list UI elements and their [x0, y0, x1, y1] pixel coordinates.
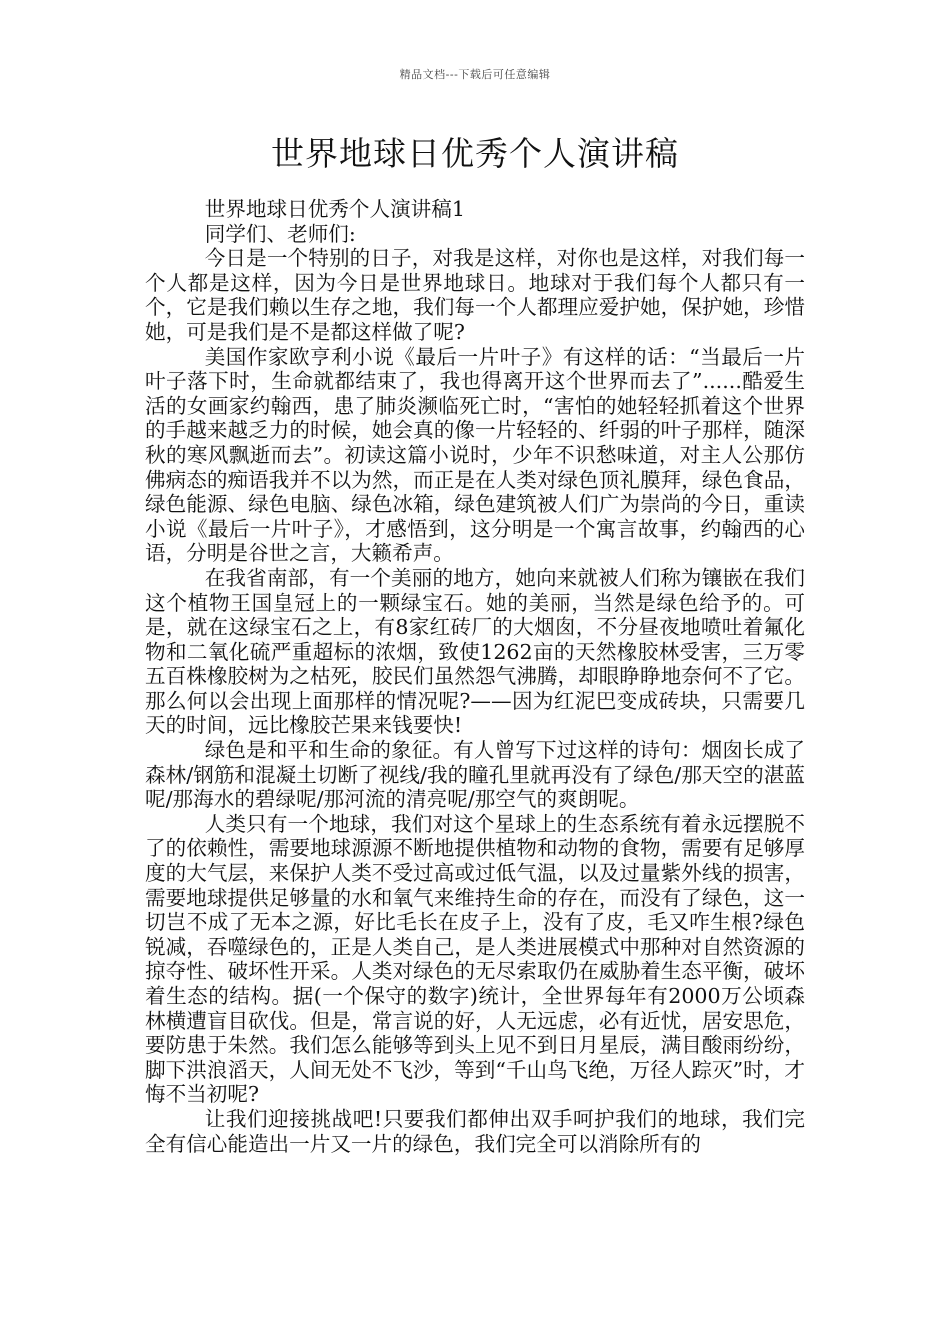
- paragraph: 人类只有一个地球，我们对这个星球上的生态系统有着永远摆脱不了的依赖性，需要地球源源不断地提供植物和动物的食物，需要有足够厚度的大气层，来保护人类不受过高或过低气温，以及过量紫外线的损害，需要地球提供足够量的水和氧气来维持生命的存在，而没有了绿色，这一切岂不成了无本之源，好比毛长在皮子上，没有了皮，毛又咋生根?绿色锐减，吞噬绿色的，正是人类自己，是人类进展模式中那种对自然资源的掠夺性、破坏性开采。人类对绿色的无尽索取仍在威胁着生态平衡，破坏着生态的结构。据(一个保守的数字)统计，全世界每年有2000万公顷森林横遭盲目砍伐。但是，常言说的好，人无远虑，必有近忧，居安思危，要防患于朱然。我们怎么能够等到头上见不到日月星辰，满目酸雨纷纷，脚下洪浪滔天，人间无处不飞沙，等到“千山鸟飞绝，万径人踪灭”时，才悔不当初呢?: [145, 811, 805, 1107]
- paragraph-subtitle: 世界地球日优秀个人演讲稿1: [204, 197, 465, 221]
- page-header-note: 精品文档---下载后可任意编辑: [399, 68, 551, 81]
- paragraph-salutation: 同学们、老师们:: [204, 221, 356, 246]
- document-title: 世界地球日优秀个人演讲稿: [271, 134, 679, 173]
- paragraph: 让我们迎接挑战吧!只要我们都伸出双手呵护我们的地球，我们完全有信心能造出一片又一片的绿色，我们完全可以消除所有的: [145, 1106, 805, 1156]
- paragraph: 今日是一个特别的日子，对我是这样，对你也是这样，对我们每一个人都是这样，因为今日是世界地球日。地球对于我们每个人都只有一个，它是我们赖以生存之地，我们每一个人都理应爱护她，保护她，珍惜她，可是我们是不是都这样做了呢?: [145, 246, 805, 344]
- paragraph: 在我省南部，有一个美丽的地方，她向来就被人们称为镶嵌在我们这个植物王国皇冠上的一颗绿宝石。她的美丽，当然是绿色给予的。可是，就在这绿宝石之上，有8家红砖厂的大烟囱，不分昼夜地喷吐着氟化物和二氧化硫严重超标的浓烟，致使1262亩的天然橡胶林受害，三万零五百株橡胶树为之枯死，胶民们虽然怨气沸腾，却眼睁睁地奈何不了它。那么何以会出现上面那样的情况呢?——因为红泥巴变成砖块，只需要几天的时间，远比橡胶芒果来钱要快!: [145, 565, 805, 738]
- paragraph: 美国作家欧亨利小说《最后一片叶子》有这样的话：“当最后一片叶子落下时，生命就都结束了，我也得离开这个世界而去了”......酷爱生活的女画家约翰西，患了肺炎濒临死亡时，“害怕的她轻轻抓着这个世界的手越来越乏力的时候，她会真的像一片轻轻的、纤弱的叶子那样，随深秋的寒风飘逝而去”。初读这篇小说时，少年不识愁味道，对主人公那仿佛病态的痴语我并不以为然，而正是在人类对绿色顶礼膜拜，绿色食品，绿色能源、绿色电脑、绿色冰箱，绿色建筑被人们广为崇尚的今日，重读小说《最后一片叶子》，才感悟到，这分明是一个寓言故事，约翰西的心语，分明是谷世之言，大籁希声。: [145, 344, 805, 566]
- document-body: [145, 197, 805, 1156]
- paragraph: 绿色是和平和生命的象征。有人曾写下过这样的诗句：烟囱长成了森林/钢筋和混凝土切断了视线/我的瞳孔里就再没有了绿色/那天空的湛蓝呢/那海水的碧绿呢/那河流的清亮呢/那空气的爽朗呢。: [145, 738, 805, 812]
